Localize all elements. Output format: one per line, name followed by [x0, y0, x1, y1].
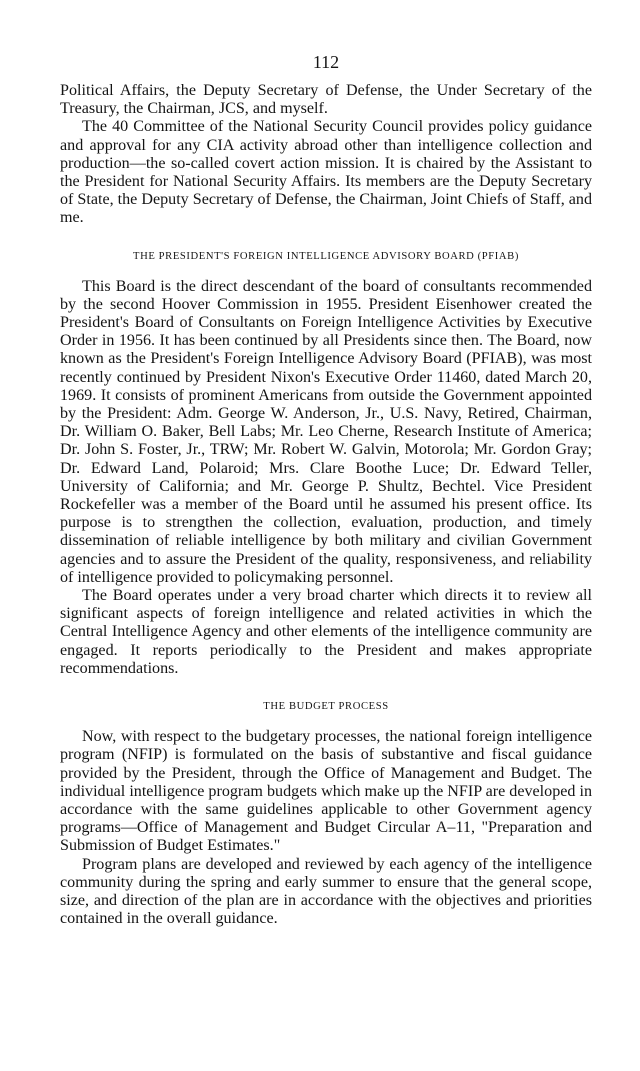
forty-committee-paragraph: The 40 Committee of the National Security Council provides policy guidance and approval for any CIA activity abroad other than intelligence collection and production—the so-called covert action mission. It is chaired by the Assistant to the President for National Security Affairs. Its members are the Deputy Secretary of State, the Deputy Secretary of Defense, the Chairman, Joint Chiefs of Staff, and me. — [60, 118, 592, 227]
pfiab-history-paragraph: This Board is the direct descendant of the board of consultants recommended by the second Hoover Commission in 1955. President Eisenhower created the President's Board of Consultants on Foreign Intelligence Activities by Executive Order in 1956. It has been continued by all Presidents since then. The Board, now known as the President's Foreign Intelligence Advisory Board (PFIAB), was most recently continued by President Nixon's Executive Order 11460, dated March 20, 1969. It consists of prominent Americans from outside the Government appointed by the President: Adm. George W. Anderson, Jr., U.S. Navy, Retired, Chairman, Dr. William O. Baker, Bell Labs; Mr. Leo Cherne, Research Institute of America; Dr. John S. Foster, Jr., TRW; Mr. Robert W. Galvin, Motorola; Mr. Gordon Gray; Dr. Edward Land, Polaroid; Mrs. Clare Boothe Luce; Dr. Edward Teller, University of California; and Mr. George P. Shultz, Bechtel. Vice President Rockefeller was a member of the Board until he assumed his present office. Its purpose is to strengthen the collection, evaluation, production, and timely dissemination of reliable intelligence by both military and civilian Government agencies and to assure the President of the quality, responsiveness, and reliability of intelligence provided to policymaking personnel. — [60, 277, 592, 586]
document-page — [60, 52, 592, 928]
budget-nfip-paragraph: Now, with respect to the budgetary processes, the national foreign intelligence program (NFIP) is formulated on the basis of substantive and fiscal guidance provided by the President, through the Office of Management and Budget. The individual intelligence program budgets which make up the NFIP are developed in accordance with the same guidelines applicable to other Government agency programs—Office of Management and Budget Circular A–11, "Preparation and Submission of Budget Estimates." — [60, 728, 592, 855]
budget-section-heading: THE BUDGET PROCESS — [263, 701, 389, 713]
page-number: 112 — [312, 52, 340, 72]
budget-program-plans-paragraph: Program plans are developed and reviewed by each agency of the intelligence community during the spring and early summer to ensure that the general scope, size, and direction of the plan are in accordance with the objectives and priorities contained in the overall guidance. — [60, 855, 592, 928]
intro-paragraph-continuation: Political Affairs, the Deputy Secretary of Defense, the Under Secretary of the Treasury, the Chairman, JCS, and myself. — [60, 82, 592, 118]
pfiab-charter-paragraph: The Board operates under a very broad charter which directs it to review all significant aspects of foreign intelligence and related activities in which the Central Intelligence Agency and other elements of the intelligence community are engaged. It reports periodically to the President and makes appropriate recommendations. — [60, 587, 592, 677]
pfiab-section-heading: THE PRESIDENT'S FOREIGN INTELLIGENCE ADVISORY BOARD (PFIAB) — [133, 250, 519, 262]
